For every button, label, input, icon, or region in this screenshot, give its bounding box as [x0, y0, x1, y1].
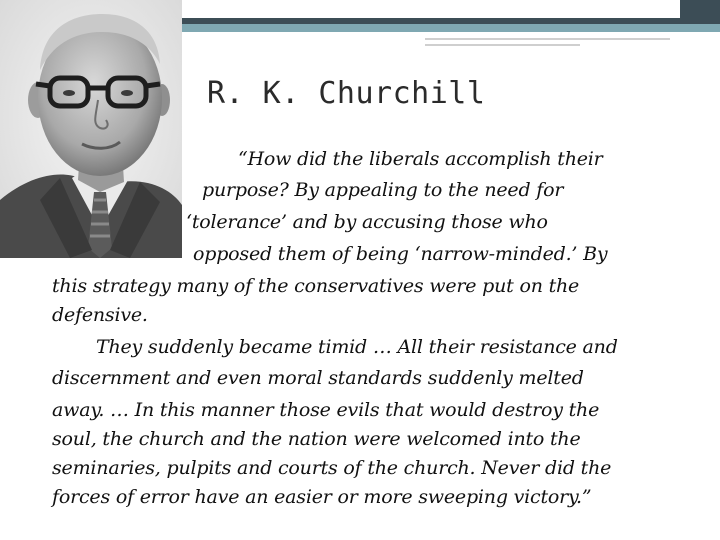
- quote-line: seminaries, pulpits and courts of the church. Never did the: [52, 457, 612, 479]
- quote-line: this strategy many of the conservatives were put on the: [52, 275, 580, 297]
- slide-title: R. K. Churchill: [207, 76, 486, 111]
- quote-line: defensive.: [52, 304, 148, 326]
- quote-line: away. … In this manner those evils that would destroy the: [52, 399, 600, 421]
- quote-line: forces of error have an easier or more sweeping victory.”: [52, 486, 592, 508]
- quote-line: opposed them of being ‘narrow-minded.’ By: [193, 243, 608, 265]
- quote-line: They suddenly became timid … All their resistance and: [96, 336, 618, 358]
- quote-line: purpose? By appealing to the need for: [202, 179, 564, 201]
- quote-line: soul, the church and the nation were welcomed into the: [52, 428, 581, 450]
- quote-line: discernment and even moral standards suddenly melted: [52, 367, 584, 389]
- quote-line: ‘tolerance’ and by accusing those who: [186, 211, 548, 233]
- quote-line: “How did the liberals accomplish their: [238, 148, 603, 170]
